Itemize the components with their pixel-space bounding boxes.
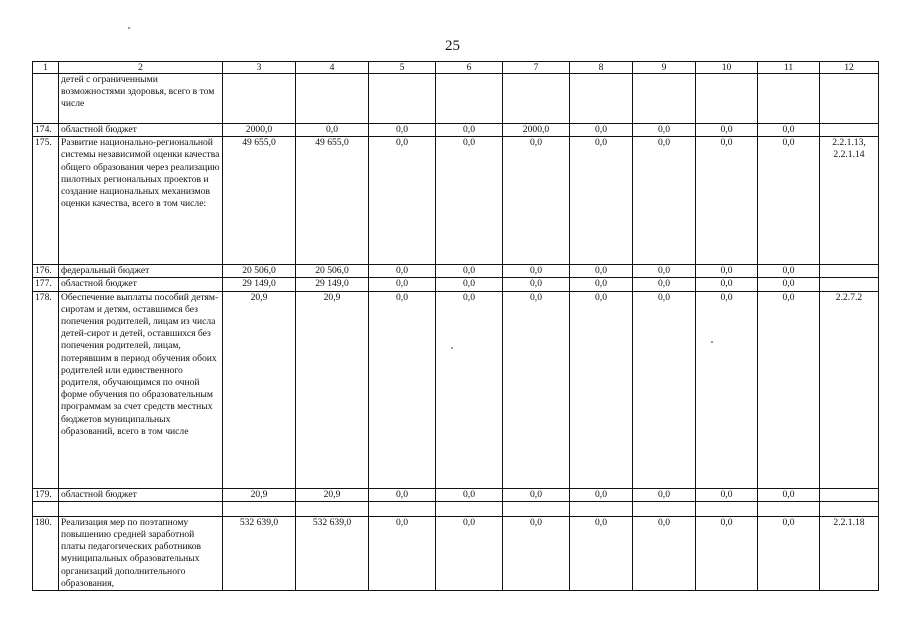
header-row bbox=[33, 62, 879, 74]
row-number bbox=[33, 74, 59, 124]
cell-ref bbox=[820, 488, 879, 501]
cell-value bbox=[696, 74, 758, 124]
cell-value: 0,0 bbox=[436, 278, 503, 291]
cell-value: 0,0 bbox=[503, 516, 570, 590]
row-number: 175. bbox=[33, 137, 59, 265]
col-header: 11 bbox=[758, 62, 820, 74]
page-number: 25 bbox=[445, 38, 460, 54]
cell-value: 0,0 bbox=[369, 278, 436, 291]
cell-ref bbox=[820, 74, 879, 124]
table-row bbox=[33, 124, 879, 137]
col-header: 12 bbox=[820, 62, 879, 74]
cell-value bbox=[223, 74, 296, 124]
row-name: областной бюджет bbox=[59, 488, 223, 501]
col-header: 2 bbox=[59, 62, 223, 74]
spacer-cell bbox=[33, 501, 59, 516]
cell-ref bbox=[820, 265, 879, 278]
cell-value: 0,0 bbox=[758, 488, 820, 501]
table-row bbox=[33, 74, 879, 124]
table-row bbox=[33, 291, 879, 488]
cell-value: 49 655,0 bbox=[296, 137, 369, 265]
cell-value bbox=[503, 74, 570, 124]
col-header: 3 bbox=[223, 62, 296, 74]
spacer-cell bbox=[369, 501, 436, 516]
cell-value: 0,0 bbox=[570, 137, 633, 265]
cell-value: 0,0 bbox=[503, 291, 570, 488]
spacer-cell bbox=[570, 501, 633, 516]
row-number: 176. bbox=[33, 265, 59, 278]
cell-value bbox=[633, 74, 696, 124]
row-name: детей с ограниченными возможностями здоровья, всего в том числе bbox=[59, 74, 223, 124]
col-header: 9 bbox=[633, 62, 696, 74]
cell-ref: 2.2.1.13, 2.2.1.14 bbox=[820, 137, 879, 265]
cell-value: 0,0 bbox=[758, 516, 820, 590]
cell-value: 0,0 bbox=[633, 516, 696, 590]
cell-value: 0,0 bbox=[570, 124, 633, 137]
table-row-spacer bbox=[33, 501, 879, 516]
cell-value: 532 639,0 bbox=[223, 516, 296, 590]
col-header: 6 bbox=[436, 62, 503, 74]
cell-value bbox=[296, 74, 369, 124]
cell-value: 2000,0 bbox=[223, 124, 296, 137]
row-name: Обеспечение выплаты пособий детям-сиротам и детям, оставшимся без попечения родителей, лицам из числа детей-сирот и детей, оставшихся без попечения родителей, лицам, потерявшим в период обучения обоих родителей или единственного родителя, обучающимся по очной форме обучения по образовательным программам за счет средств местных бюджетов муниципальных образований, всего в том числе bbox=[59, 291, 223, 488]
cell-value: 0,0 bbox=[369, 488, 436, 501]
cell-value: 0,0 bbox=[436, 291, 503, 488]
col-header: 8 bbox=[570, 62, 633, 74]
cell-value bbox=[436, 74, 503, 124]
cell-value: 0,0 bbox=[436, 137, 503, 265]
cell-value: 0,0 bbox=[633, 278, 696, 291]
cell-value: 0,0 bbox=[369, 137, 436, 265]
table-row bbox=[33, 488, 879, 501]
spacer-cell bbox=[503, 501, 570, 516]
spacer-cell bbox=[436, 501, 503, 516]
cell-value: 0,0 bbox=[633, 124, 696, 137]
spacer-cell bbox=[296, 501, 369, 516]
spacer-cell bbox=[223, 501, 296, 516]
cell-value: 0,0 bbox=[436, 124, 503, 137]
budget-table bbox=[32, 61, 879, 591]
table-row bbox=[33, 137, 879, 265]
cell-value: 29 149,0 bbox=[296, 278, 369, 291]
cell-value: 20 506,0 bbox=[296, 265, 369, 278]
cell-value: 0,0 bbox=[369, 124, 436, 137]
cell-value: 20,9 bbox=[296, 488, 369, 501]
cell-value: 0,0 bbox=[296, 124, 369, 137]
row-name: Развитие национально-региональной системы независимой оценки качества общего образования через реализацию пилотных региональных проектов и создание национальных механизмов оценки качества, всего в том числе: bbox=[59, 137, 223, 265]
scan-speck bbox=[711, 341, 713, 343]
cell-value: 0,0 bbox=[503, 137, 570, 265]
cell-value: 0,0 bbox=[633, 265, 696, 278]
cell-value: 0,0 bbox=[696, 137, 758, 265]
cell-value: 0,0 bbox=[436, 516, 503, 590]
cell-value: 29 149,0 bbox=[223, 278, 296, 291]
table-row bbox=[33, 265, 879, 278]
row-name: областной бюджет bbox=[59, 278, 223, 291]
cell-value: 20,9 bbox=[223, 291, 296, 488]
col-header: 1 bbox=[33, 62, 59, 74]
table-row bbox=[33, 278, 879, 291]
cell-value: 20 506,0 bbox=[223, 265, 296, 278]
cell-value: 0,0 bbox=[369, 291, 436, 488]
cell-ref bbox=[820, 278, 879, 291]
cell-value: 0,0 bbox=[570, 488, 633, 501]
cell-value bbox=[369, 74, 436, 124]
cell-value: 0,0 bbox=[696, 278, 758, 291]
cell-value: 0,0 bbox=[633, 291, 696, 488]
row-name: областной бюджет bbox=[59, 124, 223, 137]
cell-value: 0,0 bbox=[503, 265, 570, 278]
cell-value: 20,9 bbox=[296, 291, 369, 488]
scan-speck bbox=[128, 27, 130, 29]
cell-value: 0,0 bbox=[570, 291, 633, 488]
cell-value: 532 639,0 bbox=[296, 516, 369, 590]
cell-value: 49 655,0 bbox=[223, 137, 296, 265]
col-header: 5 bbox=[369, 62, 436, 74]
cell-value: 0,0 bbox=[570, 278, 633, 291]
cell-ref: 2.2.1.18 bbox=[820, 516, 879, 590]
cell-value: 0,0 bbox=[758, 291, 820, 488]
cell-value: 0,0 bbox=[503, 488, 570, 501]
cell-value: 2000,0 bbox=[503, 124, 570, 137]
cell-value: 0,0 bbox=[696, 124, 758, 137]
col-header: 4 bbox=[296, 62, 369, 74]
row-number: 179. bbox=[33, 488, 59, 501]
cell-value bbox=[570, 74, 633, 124]
row-number: 178. bbox=[33, 291, 59, 488]
cell-value: 0,0 bbox=[633, 137, 696, 265]
cell-value: 0,0 bbox=[696, 265, 758, 278]
cell-value: 0,0 bbox=[570, 265, 633, 278]
cell-ref: 2.2.7.2 bbox=[820, 291, 879, 488]
spacer-cell bbox=[820, 501, 879, 516]
col-header: 10 bbox=[696, 62, 758, 74]
row-number: 174. bbox=[33, 124, 59, 137]
spacer-cell bbox=[696, 501, 758, 516]
cell-value bbox=[758, 74, 820, 124]
cell-value: 0,0 bbox=[696, 516, 758, 590]
cell-value: 20,9 bbox=[223, 488, 296, 501]
cell-value: 0,0 bbox=[758, 265, 820, 278]
cell-value: 0,0 bbox=[369, 516, 436, 590]
cell-value: 0,0 bbox=[436, 488, 503, 501]
cell-value: 0,0 bbox=[758, 137, 820, 265]
cell-value: 0,0 bbox=[758, 124, 820, 137]
table-row bbox=[33, 516, 879, 590]
cell-value: 0,0 bbox=[570, 516, 633, 590]
row-number: 177. bbox=[33, 278, 59, 291]
cell-value: 0,0 bbox=[369, 265, 436, 278]
spacer-cell bbox=[633, 501, 696, 516]
col-header: 7 bbox=[503, 62, 570, 74]
cell-value: 0,0 bbox=[758, 278, 820, 291]
row-number: 180. bbox=[33, 516, 59, 590]
cell-value: 0,0 bbox=[633, 488, 696, 501]
cell-value: 0,0 bbox=[503, 278, 570, 291]
spacer-cell bbox=[59, 501, 223, 516]
scan-speck bbox=[451, 347, 453, 349]
cell-value: 0,0 bbox=[696, 291, 758, 488]
spacer-cell bbox=[758, 501, 820, 516]
cell-value: 0,0 bbox=[436, 265, 503, 278]
row-name: Реализация мер по поэтапному повышению средней заработной платы педагогических работников муниципальных образовательных организаций дополнительного образования, bbox=[59, 516, 223, 590]
row-name: федеральный бюджет bbox=[59, 265, 223, 278]
cell-ref bbox=[820, 124, 879, 137]
cell-value: 0,0 bbox=[696, 488, 758, 501]
